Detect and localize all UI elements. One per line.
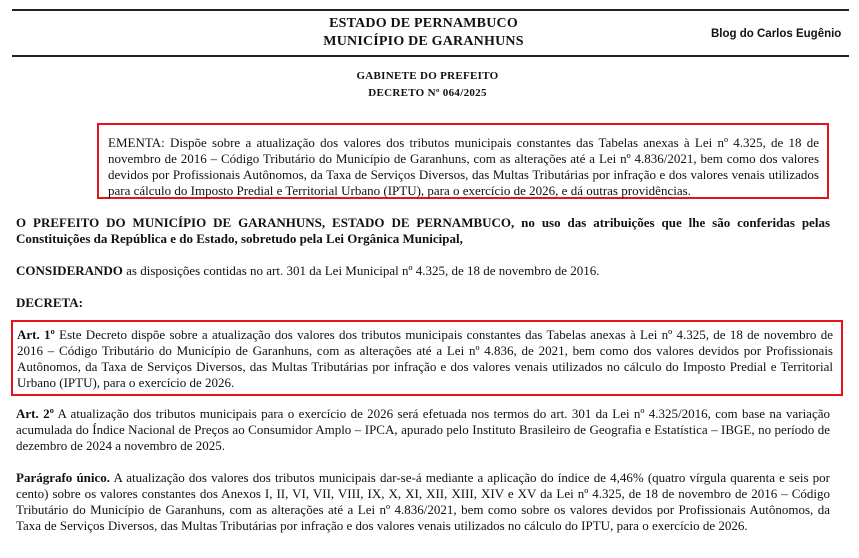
decreta-text: DECRETA: (16, 295, 83, 310)
state-title: ESTADO DE PERNAMBUCO (329, 16, 518, 31)
office-title: GABINETE DO PREFEITO (356, 70, 499, 82)
paragrafo-text: A atualização dos valores dos tributos municipais dar-se-á mediante a aplicação do índice de 4,46% (quatro vírgula quarenta e seis por cento) sobre os valores constantes dos Anexos I, II, VI, VII, VIII, IX, X, XI, XII, XIII, XIV e XV da Lei nº 4.325, de 18 de novembro de 2016 – Código Tributário do Município de Garanhuns, com as alterações até a Lei nº 4.836/2021, bem como sobre os valores devidos por Profissionais Autônomos, da Taxa de Serviços Diversos, das Multas Tributárias por infração e dos valores venais utilizados no cálculo do IPTU, para o exercício de 2026. (16, 470, 830, 533)
art1-text: Este Decreto dispõe sobre a atualização dos valores dos tributos municipais constantes das Tabelas anexas à Lei nº 4.325, de 18 de novembro de 2016 – Código Tributário do Município de Garanhuns, com as alterações até a Lei nº 4.836, de 2021, bem como dos valores devidos por Profissionais Autônomos, da Taxa de Serviços Diversos, das Multas Tributárias por infração e dos valores venais utilizados no cálculo do Imposto Predial e Territorial Urbano (IPTU), para o exercício de 2026. (17, 327, 833, 390)
considerando-paragraph (16, 263, 830, 279)
header-top-rule (12, 9, 849, 11)
blog-watermark: Blog do Carlos Eugênio (711, 28, 842, 40)
ementa-text: EMENTA: Dispõe sobre a atualização dos valores dos tributos municipais constantes das Tabelas anexas à Lei nº 4.325, de 18 de novembro de 2016 – Código Tributário do Município de Garanhuns, com as alterações até a Lei nº 4.836/2021, bem como dos valores devidos por Profissionais Autônomos, da Taxa de Serviços Diversos, das Multas Tributárias por infração e dos valores venais utilizados para cálculo do Imposto Predial e Territorial Urbano (IPTU), para o exercício de 2026, e dá outras providências. (108, 135, 819, 198)
considerando-text: as disposições contidas no art. 301 da Lei Municipal nº 4.325, de 18 de novembro de 2016. (122, 263, 600, 278)
art2-label: Art. 2º (16, 406, 54, 421)
municipality-title: MUNICÍPIO DE GARANHUNS (323, 34, 524, 49)
preamble-text: O PREFEITO DO MUNICÍPIO DE GARANHUNS, ESTADO DE PERNAMBUCO, no uso das atribuições que lhe são conferidas pelas Constituições da República e do Estado, sobretudo pela Lei Orgânica Municipal, (16, 215, 830, 246)
preamble-paragraph (16, 215, 830, 247)
art2-text: A atualização dos tributos municipais para o exercício de 2026 será efetuada nos termos do art. 301 da Lei nº 4.325/2016, com base na variação acumulada do Índice Nacional de Preços ao Consumidor Amplo – IPCA, apurado pelo Instituto Brasileiro de Geografia e Estatística – IBGE, no período de dezembro de 2024 a novembro de 2025. (16, 406, 830, 453)
decree-number: DECRETO Nº 064/2025 (368, 87, 487, 99)
ementa-highlight-box (97, 123, 829, 199)
art1-label: Art. 1º (17, 327, 55, 342)
decreta-heading (16, 295, 830, 311)
art1-highlight-box (11, 320, 843, 396)
considerando-label: CONSIDERANDO (16, 263, 123, 278)
header-bottom-rule (12, 55, 849, 57)
art2-paragraph (16, 406, 830, 454)
paragrafo-label: Parágrafo único. (16, 470, 111, 485)
paragrafo-unico (16, 470, 830, 534)
